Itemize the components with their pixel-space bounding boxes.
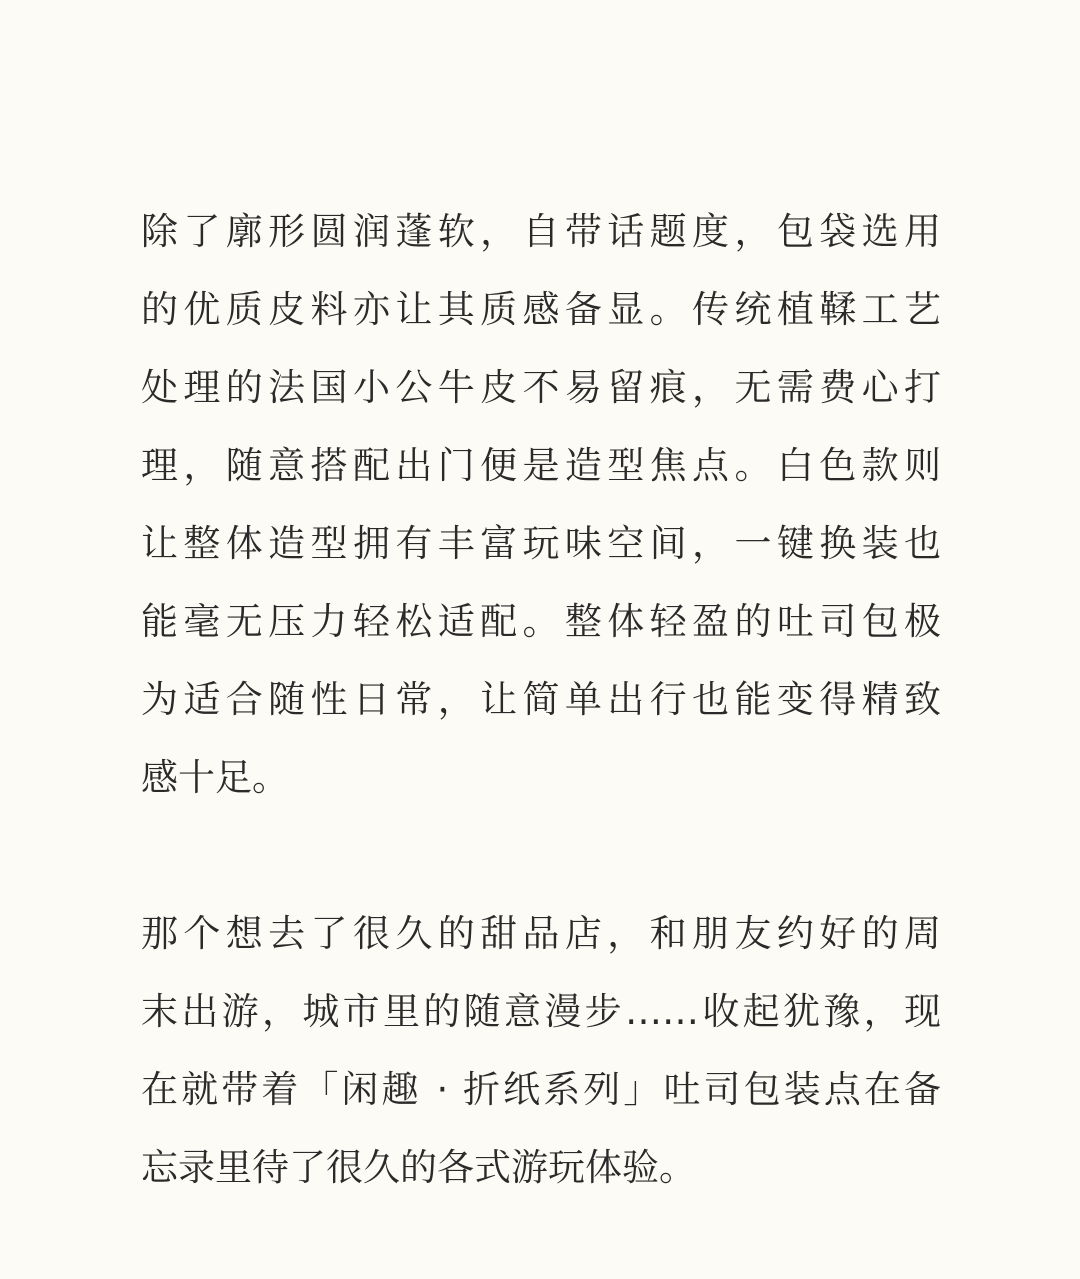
paragraph-line: 让整体造型拥有丰富玩味空间，一键换装也 [141,522,941,565]
paragraph-line: 理，随意搭配出门便是造型焦点。白色款则 [141,444,941,487]
paragraph-line: 在就带着「闲趣 · 折纸系列」吐司包装点在备 [141,1068,941,1111]
paragraph-line: 处理的法国小公牛皮不易留痕，无需费心打 [141,366,941,409]
paragraph-line: 的优质皮料亦让其质感备显。传统植鞣工艺 [141,288,941,331]
paragraph-line: 能毫无压力轻松适配。整体轻盈的吐司包极 [141,600,941,643]
paragraph-line: 除了廓形圆润蓬软，自带话题度，包袋选用 [141,210,941,253]
paragraph-line: 忘录里待了很久的各式游玩体验。 [141,1146,696,1189]
paragraph-line: 为适合随性日常，让简单出行也能变得精致 [141,678,941,721]
paragraph-line: 那个想去了很久的甜品店，和朋友约好的周 [141,912,941,955]
paragraph-line: 感十足。 [141,756,289,799]
paragraph-line: 末出游，城市里的随意漫步……收起犹豫，现 [141,990,941,1033]
